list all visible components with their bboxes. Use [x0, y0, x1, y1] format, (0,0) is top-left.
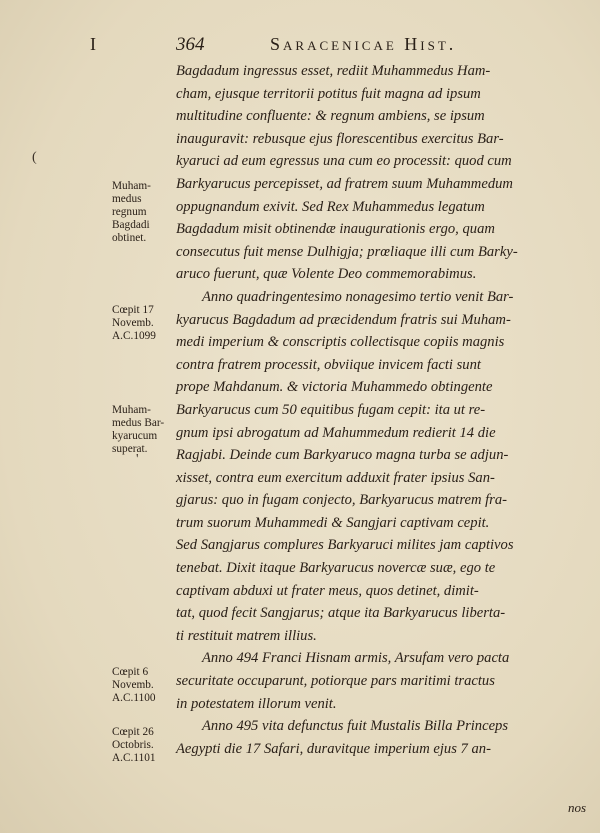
text-line: cham, ejusque territorii potitus fuit magna ad ipsum	[176, 85, 481, 102]
margin-note-line: A.C.1101	[112, 752, 156, 764]
margin-note-line: Octobris.	[112, 739, 154, 751]
margin-note-date-1101	[112, 726, 182, 765]
margin-stray-mark-2: '	[136, 452, 139, 467]
margin-note-line: obtinet.	[112, 232, 147, 244]
text-line: gnum ipsi abrogatum ad Mahummedum redierit 14 die	[176, 424, 496, 441]
text-line: ti restituit matrem illius.	[176, 627, 317, 644]
text-line: Barkyarucus cum 50 equitibus fugam cepit: ita ut re-	[176, 401, 486, 418]
text-line: xisset, contra eum exercitum adduxit frater ipsius San-	[176, 469, 495, 486]
running-head: Saracenicae Hist.	[270, 34, 457, 54]
margin-note-line: regnum	[112, 206, 147, 218]
text-line: in potestatem illorum venit.	[176, 695, 337, 712]
text-line: gjarus: quo in fugam conjecto, Barkyarucus matrem fra-	[176, 492, 508, 509]
text-line: Ragjabi. Deinde cum Barkyaruco magna turba se adjun-	[176, 447, 509, 464]
text-line: multitudine confluente: & regnum ambiens, se ipsum	[176, 108, 485, 125]
margin-note-muhammedus-regnum	[112, 180, 182, 245]
text-line: securitate occuparunt, potiorque pars maritimi tractus	[176, 673, 495, 690]
text-line: trum suorum Muhammedi & Sangjari captivam cepit.	[176, 514, 490, 531]
text-line: oppugnandum exivit. Sed Rex Muhammedus legatum	[176, 198, 485, 215]
text-line: contra fratrem processit, obviique invicem facti sunt	[176, 356, 481, 373]
text-line: Bagdadum misit obtinendæ inaugurationis ergo, quam	[176, 221, 495, 238]
text-line: Anno 495 vita defunctus fuit Mustalis Billa Princeps	[202, 718, 509, 735]
text-line: prope Mahdanum. & victoria Muhammedo obtingente	[176, 379, 493, 396]
catchword: nos	[568, 800, 587, 815]
margin-note-line: Muham-	[112, 404, 151, 416]
text-line: Anno 494 Franci Hisnam armis, Arsufam vero pacta	[202, 650, 510, 667]
text-line: Sed Sangjarus complures Barkyaruci milites jam captivos	[176, 537, 514, 554]
margin-note-line: Cœpit 17	[112, 304, 154, 316]
margin-note-line: Cœpit 26	[112, 726, 154, 738]
text-line: aruco fuerunt, quæ Volente Deo commemorabimus.	[176, 266, 477, 283]
margin-note-line: kyarucum	[112, 430, 158, 442]
text-line: captivam abduxi ut frater meus, quos detinet, dimit-	[176, 582, 479, 599]
margin-note-line: Bagdadi	[112, 219, 150, 231]
text-line: Aegypti die 17 Safari, duravitque imperium ejus 7 an-	[176, 740, 491, 757]
margin-note-date-1099	[112, 304, 182, 343]
margin-note-line: Novemb.	[112, 679, 154, 691]
text-line: tat, quod fecit Sangjarus; atque ita Barkyarucus liberta-	[176, 605, 506, 622]
body-text	[176, 60, 588, 760]
margin-stray-mark: (	[32, 150, 37, 165]
header-mark: I	[90, 34, 96, 54]
text-line: inauguravit: rebusque ejus florescentibus exercitus Bar-	[176, 130, 504, 147]
text-line: Barkyarucus percepisset, ad fratrem suum Muhammedum	[176, 175, 513, 192]
margin-note-line: A.C.1100	[112, 692, 156, 704]
text-line: consecutus fuit mense Dulhigja; prœliaque illi cum Barky-	[176, 243, 518, 260]
page-number: 364	[176, 34, 205, 55]
text-line: kyarucus Bagdadum ad præcidendum fratris sui Muham-	[176, 311, 511, 328]
margin-note-line: medus	[112, 193, 142, 205]
margin-note-muhammedus-superat	[112, 404, 182, 456]
margin-note-line: medus Bar-	[112, 417, 165, 429]
text-line: Bagdadum ingressus esset, rediit Muhammedus Ham-	[176, 63, 491, 79]
margin-note-line: Novemb.	[112, 317, 154, 329]
text-line: Anno quadringentesimo nonagesimo tertio venit Bar-	[202, 288, 514, 305]
margin-note-line: superat.	[112, 443, 148, 455]
text-line: medi imperium & conscriptis collectisque copiis magnis	[176, 334, 505, 351]
margin-note-date-1100	[112, 666, 182, 705]
text-line: tenebat. Dixit itaque Barkyarucus novercæ suæ, ego te	[176, 560, 496, 577]
margin-note-line: Muham-	[112, 180, 151, 192]
text-line: kyaruci ad eum egressus una cum eo processit: quod cum	[176, 153, 512, 170]
margin-note-line: Cœpit 6	[112, 666, 149, 678]
margin-note-line: A.C.1099	[112, 330, 156, 342]
